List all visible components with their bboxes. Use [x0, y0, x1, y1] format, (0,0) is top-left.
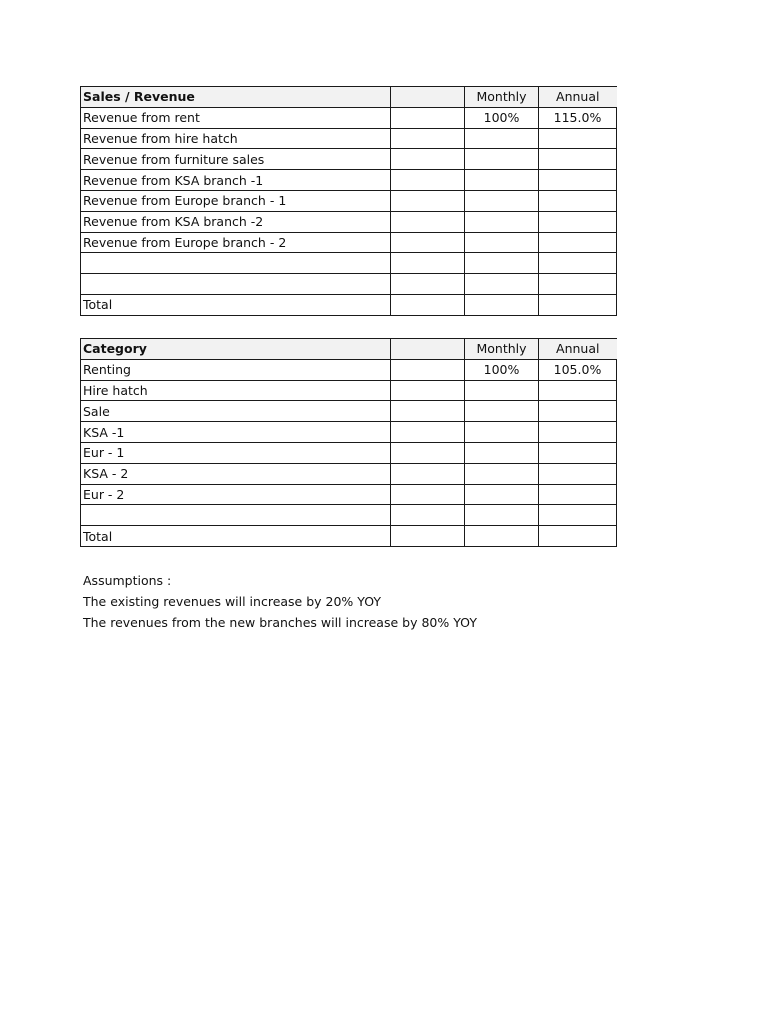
table-row [81, 380, 617, 401]
cell-blank[interactable] [391, 505, 465, 526]
header-cell-annual[interactable]: Annual [539, 339, 617, 360]
table-row [81, 526, 617, 547]
category-table-body [81, 339, 617, 547]
table-row [81, 442, 617, 463]
cell-label[interactable]: Hire hatch [81, 380, 391, 401]
cell-label[interactable]: Revenue from rent [81, 107, 391, 128]
cell-label[interactable]: Sale [81, 401, 391, 422]
cell-monthly[interactable] [465, 380, 539, 401]
cell-monthly[interactable] [465, 232, 539, 253]
cell-monthly[interactable]: 100% [465, 359, 539, 380]
cell-label[interactable]: Total [81, 294, 391, 315]
cell-blank[interactable] [391, 463, 465, 484]
cell-blank[interactable] [391, 253, 465, 274]
cell-blank[interactable] [391, 232, 465, 253]
table-row [81, 170, 617, 191]
table-row [81, 505, 617, 526]
table-row [81, 211, 617, 232]
cell-monthly[interactable] [465, 211, 539, 232]
cell-annual[interactable] [539, 253, 617, 274]
table-row [81, 401, 617, 422]
cell-label[interactable]: KSA -1 [81, 422, 391, 443]
table-row [81, 359, 617, 380]
cell-label[interactable] [81, 274, 391, 295]
cell-annual[interactable] [539, 422, 617, 443]
table-row [81, 484, 617, 505]
cell-blank[interactable] [391, 170, 465, 191]
cell-label[interactable] [81, 505, 391, 526]
cell-label[interactable]: Revenue from Europe branch - 1 [81, 190, 391, 211]
table-row [81, 107, 617, 128]
cell-label[interactable]: Revenue from KSA branch -2 [81, 211, 391, 232]
cell-monthly[interactable] [465, 484, 539, 505]
cell-monthly[interactable] [465, 422, 539, 443]
table-row [81, 128, 617, 149]
revenue-table-body [81, 87, 617, 316]
header-cell-monthly[interactable]: Monthly [465, 339, 539, 360]
category-table [80, 338, 617, 547]
cell-annual[interactable] [539, 380, 617, 401]
table-row [81, 274, 617, 295]
cell-label[interactable]: Eur - 2 [81, 484, 391, 505]
cell-monthly[interactable] [465, 442, 539, 463]
cell-blank[interactable] [391, 149, 465, 170]
cell-annual[interactable] [539, 232, 617, 253]
cell-annual[interactable] [539, 274, 617, 295]
cell-monthly[interactable] [465, 274, 539, 295]
cell-label[interactable]: Revenue from Europe branch - 2 [81, 232, 391, 253]
cell-label[interactable] [81, 253, 391, 274]
cell-blank[interactable] [391, 128, 465, 149]
cell-label[interactable]: Eur - 1 [81, 442, 391, 463]
cell-monthly[interactable] [465, 463, 539, 484]
assumptions-notes [83, 570, 477, 633]
cell-blank[interactable] [391, 359, 465, 380]
cell-label[interactable]: Revenue from furniture sales [81, 149, 391, 170]
header-cell-annual[interactable]: Annual [539, 87, 617, 108]
cell-monthly[interactable] [465, 149, 539, 170]
cell-monthly[interactable] [465, 190, 539, 211]
cell-annual[interactable] [539, 149, 617, 170]
cell-monthly[interactable] [465, 401, 539, 422]
cell-annual[interactable] [539, 170, 617, 191]
cell-monthly[interactable] [465, 505, 539, 526]
cell-monthly[interactable] [465, 294, 539, 315]
header-row [81, 87, 617, 108]
cell-blank[interactable] [391, 274, 465, 295]
cell-annual[interactable] [539, 128, 617, 149]
header-cell-label[interactable]: Sales / Revenue [81, 87, 391, 108]
cell-monthly[interactable] [465, 526, 539, 547]
cell-label[interactable]: KSA - 2 [81, 463, 391, 484]
table-row [81, 190, 617, 211]
cell-annual[interactable] [539, 526, 617, 547]
cell-monthly[interactable] [465, 128, 539, 149]
cell-blank[interactable] [391, 401, 465, 422]
cell-annual[interactable] [539, 505, 617, 526]
cell-blank[interactable] [391, 294, 465, 315]
cell-annual[interactable] [539, 294, 617, 315]
cell-annual[interactable] [539, 463, 617, 484]
cell-blank[interactable] [391, 484, 465, 505]
cell-annual[interactable]: 105.0% [539, 359, 617, 380]
assumption-line: The revenues from the new branches will increase by 80% YOY [83, 615, 477, 630]
cell-blank[interactable] [391, 526, 465, 547]
cell-label[interactable]: Revenue from hire hatch [81, 128, 391, 149]
cell-annual[interactable] [539, 211, 617, 232]
cell-monthly[interactable]: 100% [465, 107, 539, 128]
cell-annual[interactable]: 115.0% [539, 107, 617, 128]
table-row [81, 253, 617, 274]
header-cell-blank[interactable] [391, 339, 465, 360]
cell-monthly[interactable] [465, 253, 539, 274]
table-row [81, 463, 617, 484]
cell-annual[interactable] [539, 401, 617, 422]
header-row [81, 339, 617, 360]
cell-label[interactable]: Renting [81, 359, 391, 380]
cell-monthly[interactable] [465, 170, 539, 191]
cell-blank[interactable] [391, 107, 465, 128]
cell-blank[interactable] [391, 190, 465, 211]
cell-blank[interactable] [391, 442, 465, 463]
table-row [81, 294, 617, 315]
cell-annual[interactable] [539, 190, 617, 211]
header-cell-label[interactable]: Category [81, 339, 391, 360]
assumption-line: The existing revenues will increase by 20% YOY [83, 594, 382, 609]
cell-annual[interactable] [539, 484, 617, 505]
cell-blank[interactable] [391, 380, 465, 401]
cell-blank[interactable] [391, 211, 465, 232]
header-cell-monthly[interactable]: Monthly [465, 87, 539, 108]
revenue-table [80, 86, 617, 316]
header-cell-blank[interactable] [391, 87, 465, 108]
assumptions-heading: Assumptions : [83, 573, 172, 588]
table-row [81, 232, 617, 253]
cell-blank[interactable] [391, 422, 465, 443]
cell-label[interactable]: Total [81, 526, 391, 547]
cell-label[interactable]: Revenue from KSA branch -1 [81, 170, 391, 191]
cell-annual[interactable] [539, 442, 617, 463]
table-row [81, 149, 617, 170]
table-row [81, 422, 617, 443]
